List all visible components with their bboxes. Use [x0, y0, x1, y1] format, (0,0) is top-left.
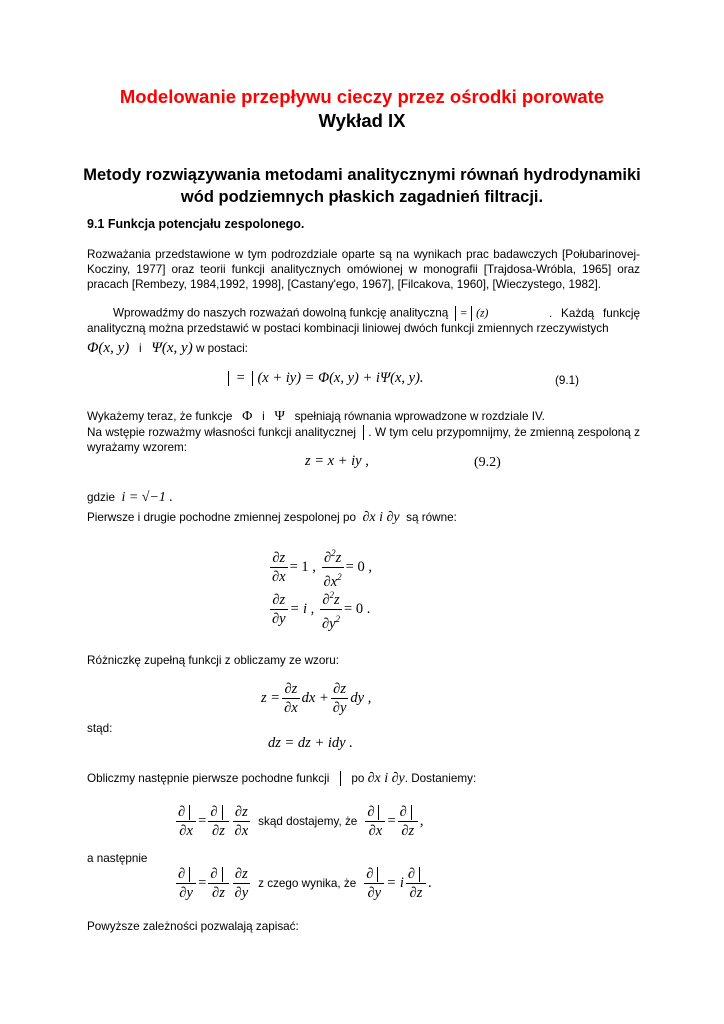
by-word: po: [351, 772, 365, 785]
we-get-text: . Dostaniemy:: [404, 772, 477, 785]
dy-comma: dy ,: [350, 690, 372, 706]
analytic-continuation: . Każdą funkcję analityczną można przedstawić w postaci kombinacji liniowej dwóch funkcji zmiennych rzeczywistych: [87, 307, 640, 335]
satisfy-text: spełniają równania wprowadzone w rozdziale IV.: [294, 410, 545, 423]
dz-equation: [268, 735, 353, 752]
dx-dy: ∂x i ∂y: [362, 510, 400, 525]
paragraph-analytic-line3: [87, 340, 248, 357]
equation-number-9-2: (9.2): [474, 455, 501, 470]
dz-dx-fraction: $\frac{\partial z}{\partial x}$: [272, 549, 286, 585]
and-word: i: [262, 410, 265, 423]
dx-plus: dx +: [301, 690, 329, 706]
show-text: Wykażemy teraz, że funkcje: [87, 410, 233, 423]
phi-symbol: Φ: [242, 409, 253, 424]
where-word: gdzie: [87, 491, 115, 504]
equals-i: = i ,: [289, 600, 315, 617]
equals-zero: = 0 ,: [345, 558, 372, 575]
document-title: Modelowanie przepływu cieczy przez ośrodki porowate: [119, 86, 605, 107]
equals-zero-end: = 0 .: [344, 600, 371, 617]
dw-dz-fraction: $\frac{\partial}{\partial z}$: [398, 803, 418, 840]
function-symbol: [252, 371, 253, 386]
function-symbol: [363, 425, 364, 440]
compute-derivatives-line: [87, 771, 476, 787]
d2z-dy2-fraction: $\frac{\partial^2z}{\partial y^2}$: [320, 586, 342, 633]
dz-equation-body: dz = dz + idy .: [268, 735, 353, 751]
paragraph-show-line: [87, 409, 545, 425]
analytic-intro-text: Wprowadźmy do naszych rozważań dowolną funkcję analityczną: [113, 306, 449, 320]
properties-text-b: . W tym celu przypomnijmy, że zmienną zespoloną z wyrażamy wzorem:: [87, 426, 641, 455]
equals-sign: =: [198, 875, 207, 891]
hence-word: stąd:: [87, 722, 113, 735]
dz-dy-fraction: $\frac{\partial z}{\partial y}$: [272, 591, 286, 627]
equation-9-2: [305, 453, 369, 470]
i-definition: i = √−1 .: [121, 490, 173, 505]
first-derivatives-y: [268, 586, 370, 633]
equation-9-2-body: z = x + iy ,: [305, 453, 369, 469]
section-heading: 9.1 Funkcja potencjału zespolonego.: [87, 217, 305, 231]
total-differential-intro: Różniczkę zupełną funkcji z obliczamy ze wzoru:: [87, 654, 340, 667]
comma: ,: [419, 813, 424, 829]
whence-text: skąd dostajemy, że: [258, 815, 358, 828]
equals-symbol: =: [460, 306, 468, 320]
paragraph-intro: Rozważania przedstawione w tym podrozdziale oparte są na wynikach prac badawczych [Połubarinovej-Kocziny, 1977] oraz teorii funkcji analitycznych omówionej w monografii [Trajdosa-Wróbla, 1965] oraz pracach [Rembezy, 1984,1992, 1998], [Castany'ego, 1967], [Filcakova, 1960], [Wieczystego, 1982].: [87, 248, 640, 291]
equals-one: = 1 ,: [289, 558, 316, 575]
derivative-by-y-row: [174, 865, 432, 902]
dw-dx-fraction: $\frac{\partial}{\partial x}$: [365, 803, 385, 840]
equation-9-1: = (x + iy) = Φ(x, y) + iΨ(x, y).: [224, 370, 424, 387]
dx-dy-2: ∂x i ∂y: [367, 771, 405, 786]
dz-dx-fraction: $\frac{\partial z}{\partial x}$: [284, 681, 298, 716]
first-derivatives-x: [268, 544, 372, 591]
and-next-word: a następnie: [87, 852, 148, 865]
dw-dz-fraction: $\frac{\partial}{\partial z}$: [208, 803, 228, 840]
equals-sign: =: [198, 813, 207, 829]
d2z-dx2-fraction: $\frac{\partial^2z}{\partial x^2}$: [322, 544, 344, 591]
dz-dx-fraction: $\frac{\partial z}{\partial x}$: [234, 804, 249, 839]
function-symbol: [340, 771, 341, 786]
paragraph-properties: [87, 425, 640, 455]
and-word: i: [138, 342, 142, 355]
are-equal-text: są równe:: [406, 511, 457, 524]
equation-number-9-1: (9.1): [555, 374, 580, 387]
function-symbol: [228, 371, 229, 386]
dw-dy-fraction: $\frac{\partial}{\partial y}$: [176, 865, 196, 902]
dw-dy-fraction: $\frac{\partial}{\partial y}$: [364, 865, 384, 902]
z-lhs: z =: [261, 690, 281, 706]
dz-dy-fraction: $\frac{\partial z}{\partial y}$: [332, 681, 347, 716]
phi-xy: Φ(x, y): [87, 340, 130, 356]
closing-paragraph: Powyższe zależności pozwalają zapisać:: [87, 920, 299, 933]
properties-text-a: Na wstępie rozważmy własności funkcji analitycznej: [87, 426, 356, 439]
lecture-number: Wykład IX: [318, 110, 406, 131]
in-form-text: w postaci:: [195, 342, 248, 355]
period: .: [428, 875, 432, 891]
equation-9-1-body: (x + iy) = Φ(x, y) + iΨ(x, y).: [257, 370, 424, 386]
equals-sign: =: [387, 813, 396, 829]
dz-dy-fraction: $\frac{\partial z}{\partial y}$: [234, 866, 249, 901]
compute-text: Obliczmy następnie pierwsze pochodne funkcji: [87, 772, 330, 785]
derivative-by-x-row: [174, 803, 423, 840]
paragraph-analytic: [87, 306, 640, 336]
from-which-text: z czego wynika, że: [258, 877, 357, 890]
z-arg: (z): [476, 306, 489, 320]
chapter-subtitle-text: Metody rozwiązywania metodami analitycznymi równań hydrodynamiki wód podziemnych płaskich zagadnień filtracji.: [83, 166, 641, 206]
where-line: [87, 490, 173, 506]
psi-xy: Ψ(x, y): [151, 340, 193, 356]
dw-dz-fraction: $\frac{\partial}{\partial z}$: [406, 865, 426, 902]
dw-dx-fraction: $\frac{\partial}{\partial x}$: [176, 803, 196, 840]
total-differential-equation: [261, 680, 371, 717]
derivatives-intro-text: Pierwsze i drugie pochodne zmiennej zespolonej po: [87, 511, 356, 524]
derivatives-intro-line: [87, 510, 457, 526]
dw-dz-fraction: $\frac{\partial}{\partial z}$: [208, 865, 228, 902]
chapter-subtitle: [0, 164, 724, 208]
equals-i-sign: = i: [386, 875, 404, 891]
psi-symbol: Ψ: [274, 409, 285, 424]
